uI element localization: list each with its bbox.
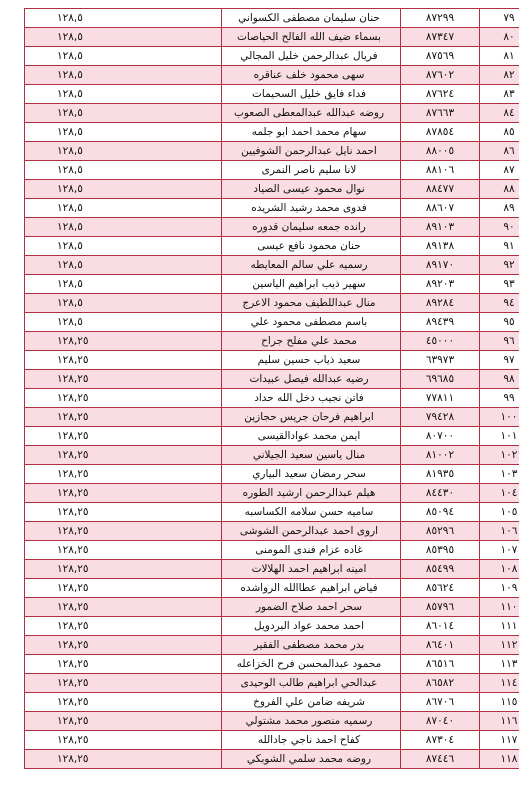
name-cell: فريال عبدالرحمن خليل المجالي [222,47,401,66]
score-cell: ١٢٨,٢٥ [25,446,222,465]
row-number-cell: ٩٤ [480,294,519,313]
row-number-cell: ٩٠ [480,218,519,237]
id-number-cell: ٨٥٤٩٩ [401,560,480,579]
row-number-cell: ١١١ [480,617,519,636]
id-number-cell: ٨٧٨٥٤ [401,123,480,142]
name-cell: هيلم عبدالرحمن ارشيد الطوره [222,484,401,503]
name-cell: سحر رمضان سعيد البياري [222,465,401,484]
table-row [25,142,519,161]
row-number-cell: ٨٨ [480,180,519,199]
table-row [25,237,519,256]
id-number-cell: ٨٦٥٨٢ [401,674,480,693]
name-cell: حنان سليمان مصطفى الكسواني [222,9,401,28]
id-number-cell: ٨٨١٠٦ [401,161,480,180]
score-cell: ١٢٨,٥ [25,180,222,199]
id-number-cell: ٨٧٦٦٣ [401,104,480,123]
name-cell: فدوى محمد رشيد الشريده [222,199,401,218]
score-cell: ١٢٨,٥ [25,142,222,161]
row-number-cell: ١١٢ [480,636,519,655]
table-row [25,465,519,484]
name-cell: محمود عبدالمحسن فرح الخزاعله [222,655,401,674]
score-cell: ١٢٨,٢٥ [25,408,222,427]
id-number-cell: ٨٧٠٤٠ [401,712,480,731]
results-sheet [24,8,518,769]
id-number-cell: ٨٦٤٠١ [401,636,480,655]
name-cell: احمد نايل عبدالرحمن الشوفيين [222,142,401,161]
table-row [25,731,519,750]
score-cell: ١٢٨,٥ [25,47,222,66]
row-number-cell: ١٠٦ [480,522,519,541]
score-cell: ١٢٨,٢٥ [25,655,222,674]
name-cell: منال عبداللطيف محمود الاعرج [222,294,401,313]
score-cell: ١٢٨,٥ [25,294,222,313]
table-row [25,199,519,218]
score-cell: ١٢٨,٢٥ [25,370,222,389]
table-row [25,560,519,579]
score-cell: ١٢٨,٢٥ [25,560,222,579]
name-cell: اروى احمد عبدالرحمن الشوشى [222,522,401,541]
row-number-cell: ٩٩ [480,389,519,408]
row-number-cell: ١١٣ [480,655,519,674]
name-cell: رسميه منصور محمد مشتولي [222,712,401,731]
table-row [25,218,519,237]
name-cell: روضه محمد سلمي الشوبكي [222,750,401,769]
id-number-cell: ٨٦٧٠٦ [401,693,480,712]
score-cell: ١٢٨,٢٥ [25,389,222,408]
name-cell: بدر محمد مصطفى الفقير [222,636,401,655]
name-cell: عبدالحي ابراهيم طالب الوحيدى [222,674,401,693]
name-cell: فداء فايق خليل السحيمات [222,85,401,104]
name-cell: سهام محمد احمد ابو جلمه [222,123,401,142]
table-row [25,180,519,199]
table-row [25,28,519,47]
row-number-cell: ٨٧ [480,161,519,180]
row-number-cell: ١٠٠ [480,408,519,427]
row-number-cell: ١١٠ [480,598,519,617]
table-row [25,617,519,636]
row-number-cell: ١١٦ [480,712,519,731]
score-cell: ١٢٨,٢٥ [25,522,222,541]
table-row [25,294,519,313]
score-cell: ١٢٨,٢٥ [25,674,222,693]
row-number-cell: ١٠٤ [480,484,519,503]
score-cell: ١٢٨,٢٥ [25,750,222,769]
table-row [25,370,519,389]
id-number-cell: ٦٣٩٧٣ [401,351,480,370]
row-number-cell: ٨٠ [480,28,519,47]
score-cell: ١٢٨,٥ [25,237,222,256]
id-number-cell: ٨٠٧٠٠ [401,427,480,446]
table-row [25,484,519,503]
table-row [25,351,519,370]
table-row [25,579,519,598]
row-number-cell: ١١٨ [480,750,519,769]
score-cell: ١٢٨,٢٥ [25,541,222,560]
id-number-cell: ٨٩٤٣٩ [401,313,480,332]
table-row [25,104,519,123]
score-cell: ١٢٨,٥ [25,199,222,218]
table-row [25,85,519,104]
row-number-cell: ٨٦ [480,142,519,161]
score-cell: ١٢٨,٥ [25,275,222,294]
results-table [24,8,519,769]
score-cell: ١٢٨,٢٥ [25,465,222,484]
row-number-cell: ٩٥ [480,313,519,332]
row-number-cell: ١٠٣ [480,465,519,484]
score-cell: ١٢٨,٢٥ [25,579,222,598]
score-cell: ١٢٨,٢٥ [25,598,222,617]
row-number-cell: ١١٧ [480,731,519,750]
row-number-cell: ٩٨ [480,370,519,389]
name-cell: لانا سليم ناصر النمرى [222,161,401,180]
id-number-cell: ٨٧٤٤٦ [401,750,480,769]
score-cell: ١٢٨,٥ [25,85,222,104]
table-row [25,598,519,617]
row-number-cell: ١٠٧ [480,541,519,560]
row-number-cell: ١١٤ [480,674,519,693]
score-cell: ١٢٨,٢٥ [25,712,222,731]
id-number-cell: ٨٥٧٩٦ [401,598,480,617]
table-row [25,408,519,427]
name-cell: سهى محمود خلف عناقره [222,66,401,85]
row-number-cell: ١٠٢ [480,446,519,465]
id-number-cell: ٨٥٣٩٥ [401,541,480,560]
name-cell: حنان محمود نافع عيسى [222,237,401,256]
row-number-cell: ٨١ [480,47,519,66]
score-cell: ١٢٨,٥ [25,123,222,142]
name-cell: غاده عزام فندى المومنى [222,541,401,560]
name-cell: احمد محمد عواد البردويل [222,617,401,636]
id-number-cell: ٧٧٨١١ [401,389,480,408]
row-number-cell: ١٠٥ [480,503,519,522]
id-number-cell: ٨٧٦٢٤ [401,85,480,104]
row-number-cell: ٩١ [480,237,519,256]
name-cell: ابراهيم فرحان جريس حجازين [222,408,401,427]
table-row [25,66,519,85]
name-cell: ايمن محمد عوادالقيسى [222,427,401,446]
name-cell: رسميه علي سالم المعايطه [222,256,401,275]
score-cell: ١٢٨,٢٥ [25,731,222,750]
score-cell: ١٢٨,٥ [25,256,222,275]
name-cell: كفاح احمد ناجي جادالله [222,731,401,750]
id-number-cell: ٨١٩٣٥ [401,465,480,484]
row-number-cell: ١٠٨ [480,560,519,579]
row-number-cell: ١٠١ [480,427,519,446]
row-number-cell: ٧٩ [480,9,519,28]
name-cell: سهير ذيب ابراهيم الياسين [222,275,401,294]
score-cell: ١٢٨,٥ [25,104,222,123]
name-cell: رانده جمعه سليمان قدوره [222,218,401,237]
table-row [25,161,519,180]
id-number-cell: ٨١٠٠٢ [401,446,480,465]
score-cell: ١٢٨,٢٥ [25,617,222,636]
id-number-cell: ٨٧٥٦٩ [401,47,480,66]
id-number-cell: ٨٩٢٠٣ [401,275,480,294]
score-cell: ١٢٨,٥ [25,66,222,85]
name-cell: محمد علي مفلح جراح [222,332,401,351]
id-number-cell: ٨٨٦٠٧ [401,199,480,218]
id-number-cell: ٨٥٠٩٤ [401,503,480,522]
id-number-cell: ٨٧٣٠٤ [401,731,480,750]
row-number-cell: ٩٣ [480,275,519,294]
table-row [25,750,519,769]
table-row [25,655,519,674]
row-number-cell: ٩٢ [480,256,519,275]
score-cell: ١٢٨,٢٥ [25,484,222,503]
results-table-body [25,9,519,769]
name-cell: فاتن نجيب دخل الله حداد [222,389,401,408]
id-number-cell: ٨٤٤٣٠ [401,484,480,503]
table-row [25,47,519,66]
id-number-cell: ٨٩١٣٨ [401,237,480,256]
row-number-cell: ٨٤ [480,104,519,123]
id-number-cell: ٨٧٢٩٩ [401,9,480,28]
name-cell: منال ياسين سعيد الجيلاني [222,446,401,465]
table-row [25,693,519,712]
row-number-cell: ٩٧ [480,351,519,370]
id-number-cell: ٨٧٦٠٢ [401,66,480,85]
name-cell: بسماء ضيف الله الفالح الحياصات [222,28,401,47]
score-cell: ١٢٨,٥ [25,9,222,28]
table-row [25,275,519,294]
table-row [25,541,519,560]
name-cell: ساميه حسن سلامه الكساسبه [222,503,401,522]
table-row [25,427,519,446]
id-number-cell: ٨٩١٧٠ [401,256,480,275]
table-row [25,636,519,655]
score-cell: ١٢٨,٢٥ [25,693,222,712]
table-row [25,123,519,142]
score-cell: ١٢٨,٢٥ [25,351,222,370]
name-cell: سعيد ذياب حسين سليم [222,351,401,370]
score-cell: ١٢٨,٥ [25,313,222,332]
row-number-cell: ٨٩ [480,199,519,218]
id-number-cell: ٤٥٠٠٠ [401,332,480,351]
row-number-cell: ٨٢ [480,66,519,85]
row-number-cell: ٨٣ [480,85,519,104]
id-number-cell: ٨٥٢٩٦ [401,522,480,541]
row-number-cell: ١١٥ [480,693,519,712]
row-number-cell: ٩٦ [480,332,519,351]
score-cell: ١٢٨,٥ [25,218,222,237]
name-cell: امينه ابراهيم احمد الهلالات [222,560,401,579]
table-row [25,503,519,522]
id-number-cell: ٨٥٦٢٤ [401,579,480,598]
table-row [25,389,519,408]
table-row [25,674,519,693]
row-number-cell: ١٠٩ [480,579,519,598]
table-row [25,256,519,275]
id-number-cell: ٨٨٤٧٧ [401,180,480,199]
name-cell: رضيه عبدالله فيصل عبيدات [222,370,401,389]
score-cell: ١٢٨,٥ [25,28,222,47]
id-number-cell: ٨٨٠٠٥ [401,142,480,161]
name-cell: روضه عبدالله عبدالمعطى الصعوب [222,104,401,123]
name-cell: فياض ابراهيم عطاالله الرواشده [222,579,401,598]
row-number-cell: ٨٥ [480,123,519,142]
table-row [25,712,519,731]
id-number-cell: ٧٩٤٢٨ [401,408,480,427]
name-cell: سحر احمد صلاح الضمور [222,598,401,617]
id-number-cell: ٨٦٠١٤ [401,617,480,636]
id-number-cell: ٨٩٢٨٤ [401,294,480,313]
table-row [25,446,519,465]
name-cell: باسم مصطفى محمود علي [222,313,401,332]
table-row [25,313,519,332]
table-row [25,332,519,351]
id-number-cell: ٦٩٦٨٥ [401,370,480,389]
score-cell: ١٢٨,٢٥ [25,332,222,351]
score-cell: ١٢٨,٥ [25,161,222,180]
name-cell: نوال محمود عيسى الصياد [222,180,401,199]
table-row [25,522,519,541]
id-number-cell: ٨٩١٠٣ [401,218,480,237]
name-cell: شريفه ضامن علي الفروخ [222,693,401,712]
score-cell: ١٢٨,٢٥ [25,636,222,655]
score-cell: ١٢٨,٢٥ [25,427,222,446]
score-cell: ١٢٨,٢٥ [25,503,222,522]
id-number-cell: ٨٦٥١٦ [401,655,480,674]
id-number-cell: ٨٧٣٤٧ [401,28,480,47]
table-row [25,9,519,28]
